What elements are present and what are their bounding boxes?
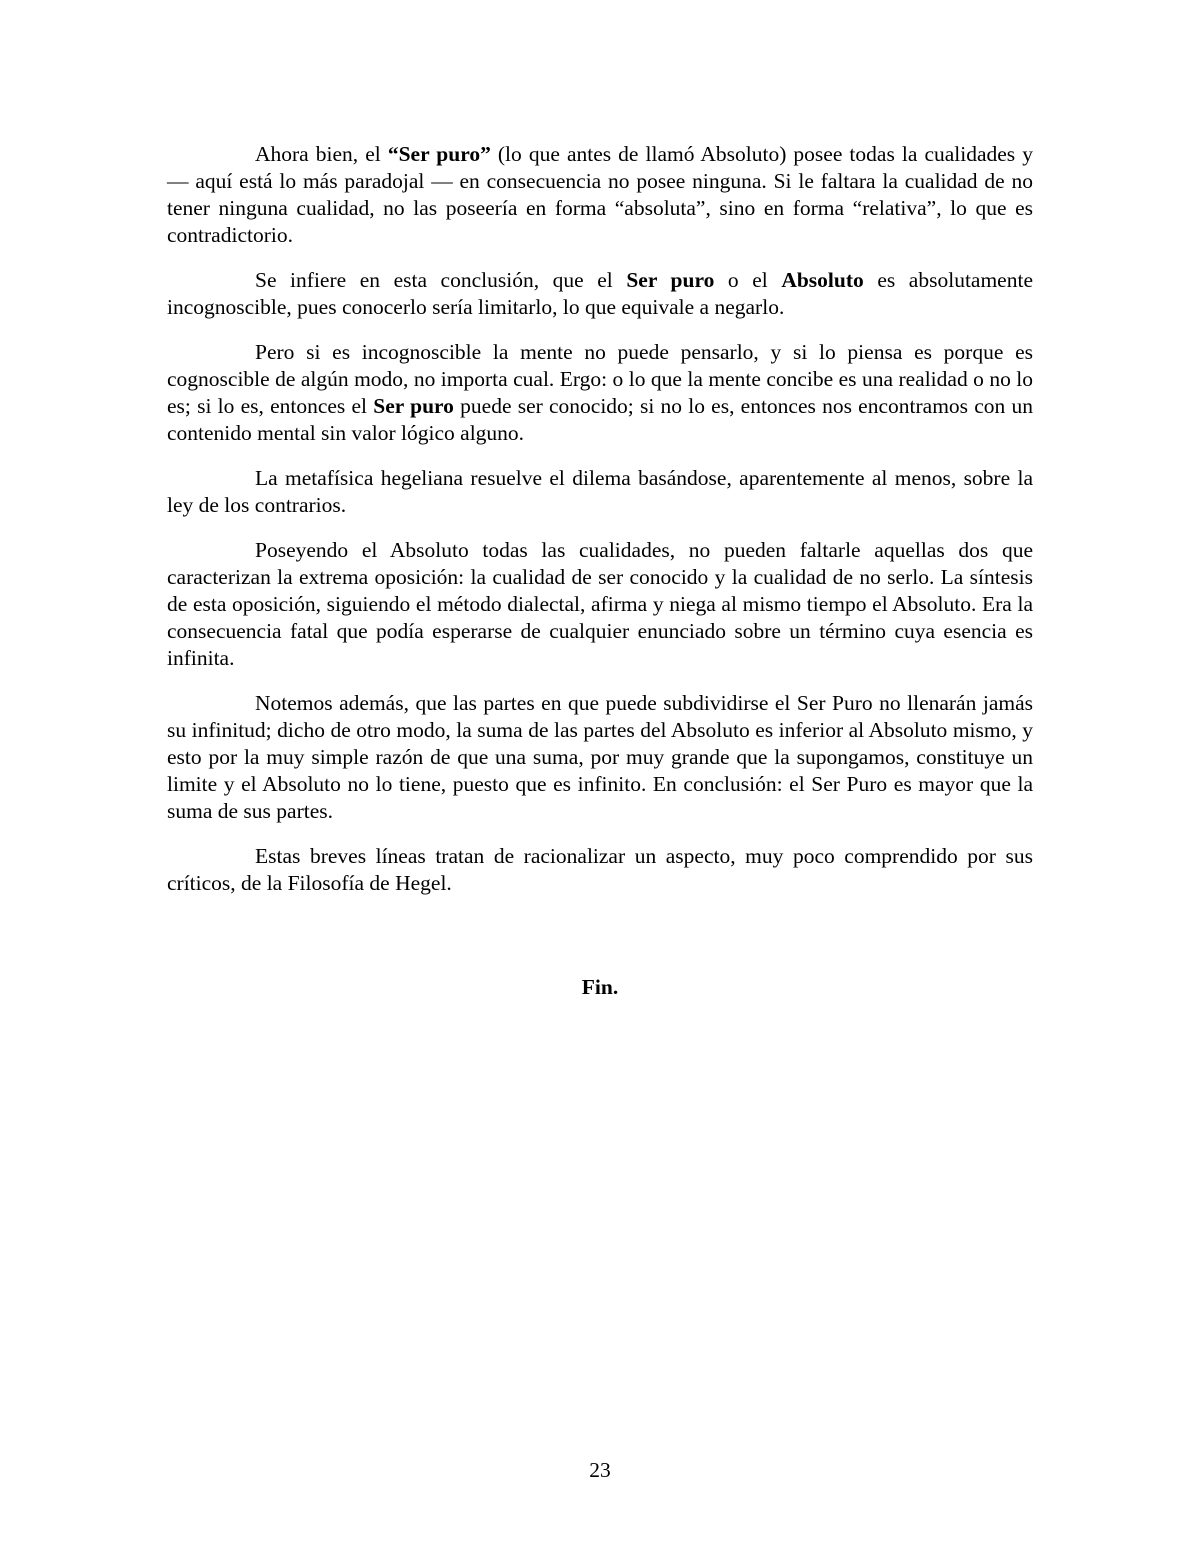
closing-word: Fin. bbox=[581, 975, 619, 999]
text-run: puede ser conocido; si no lo es, entonces nos encontramos con un contenido mental sin valor lógico alguno. bbox=[167, 394, 1033, 445]
text-run: es absolutamente incognoscible, pues conocerlo sería limitarlo, lo que equivale a negarlo. bbox=[167, 268, 1033, 319]
text-run: o el bbox=[714, 268, 782, 292]
bold-term: Absoluto bbox=[781, 268, 864, 292]
paragraph-5 bbox=[167, 537, 1033, 672]
text-run: Se infiere en esta conclusión, que el bbox=[255, 268, 627, 292]
paragraph-1 bbox=[167, 141, 1033, 249]
bold-term: Ser puro bbox=[373, 394, 454, 418]
text-run: Pero si es incognoscible la mente no puede pensarlo, y si lo piensa es porque es cognoscible de algún modo, no importa cual. Ergo: o lo que la mente concibe es una realidad o no lo es; si lo es, entonces el bbox=[167, 340, 1033, 418]
text-run: Poseyendo el Absoluto todas las cualidades, no pueden faltarle aquellas dos que caracterizan la extrema oposición: la cualidad de ser conocido y la cualidad de no serlo. La síntesis de esta oposición, siguiendo el método dialectal, afirma y niega al mismo tiempo el Absoluto. Era la consecuencia fatal que podía esperarse de cualquier enunciado sobre un término cuya esencia es infinita. bbox=[167, 538, 1033, 670]
page-number: 23 bbox=[589, 1458, 611, 1482]
paragraph-7 bbox=[167, 843, 1033, 897]
text-run: Estas breves líneas tratan de racionalizar un aspecto, muy poco comprendido por sus críticos, de la Filosofía de Hegel. bbox=[167, 844, 1033, 895]
paragraph-4 bbox=[167, 465, 1033, 519]
paragraph-3 bbox=[167, 339, 1033, 447]
text-run: Ahora bien, el bbox=[255, 142, 388, 166]
paragraph-6 bbox=[167, 690, 1033, 825]
text-run: (lo que antes de llamó Absoluto) posee todas la cualidades y — aquí está lo más paradojal — en consecuencia no posee ninguna. Si le faltara la cualidad de no tener ninguna cualidad, no las poseería en forma “absoluta”, sino en forma “relativa”, lo que es contradictorio. bbox=[167, 142, 1033, 247]
paragraph-2 bbox=[167, 267, 1033, 321]
bold-term: “Ser puro” bbox=[387, 142, 491, 166]
text-run: Notemos además, que las partes en que puede subdividirse el Ser Puro no llenarán jamás su infinitud; dicho de otro modo, la suma de las partes del Absoluto es inferior al Absoluto mismo, y esto por la muy simple razón de que una suma, por muy grande que la supongamos, constituye un limite y el Absoluto no lo tiene, puesto que es infinito. En conclusión: el Ser Puro es mayor que la suma de sus partes. bbox=[167, 691, 1033, 823]
bold-term: Ser puro bbox=[626, 268, 715, 292]
text-run: La metafísica hegeliana resuelve el dilema basándose, aparentemente al menos, sobre la ley de los contrarios. bbox=[167, 466, 1033, 517]
body-text bbox=[167, 141, 1033, 915]
